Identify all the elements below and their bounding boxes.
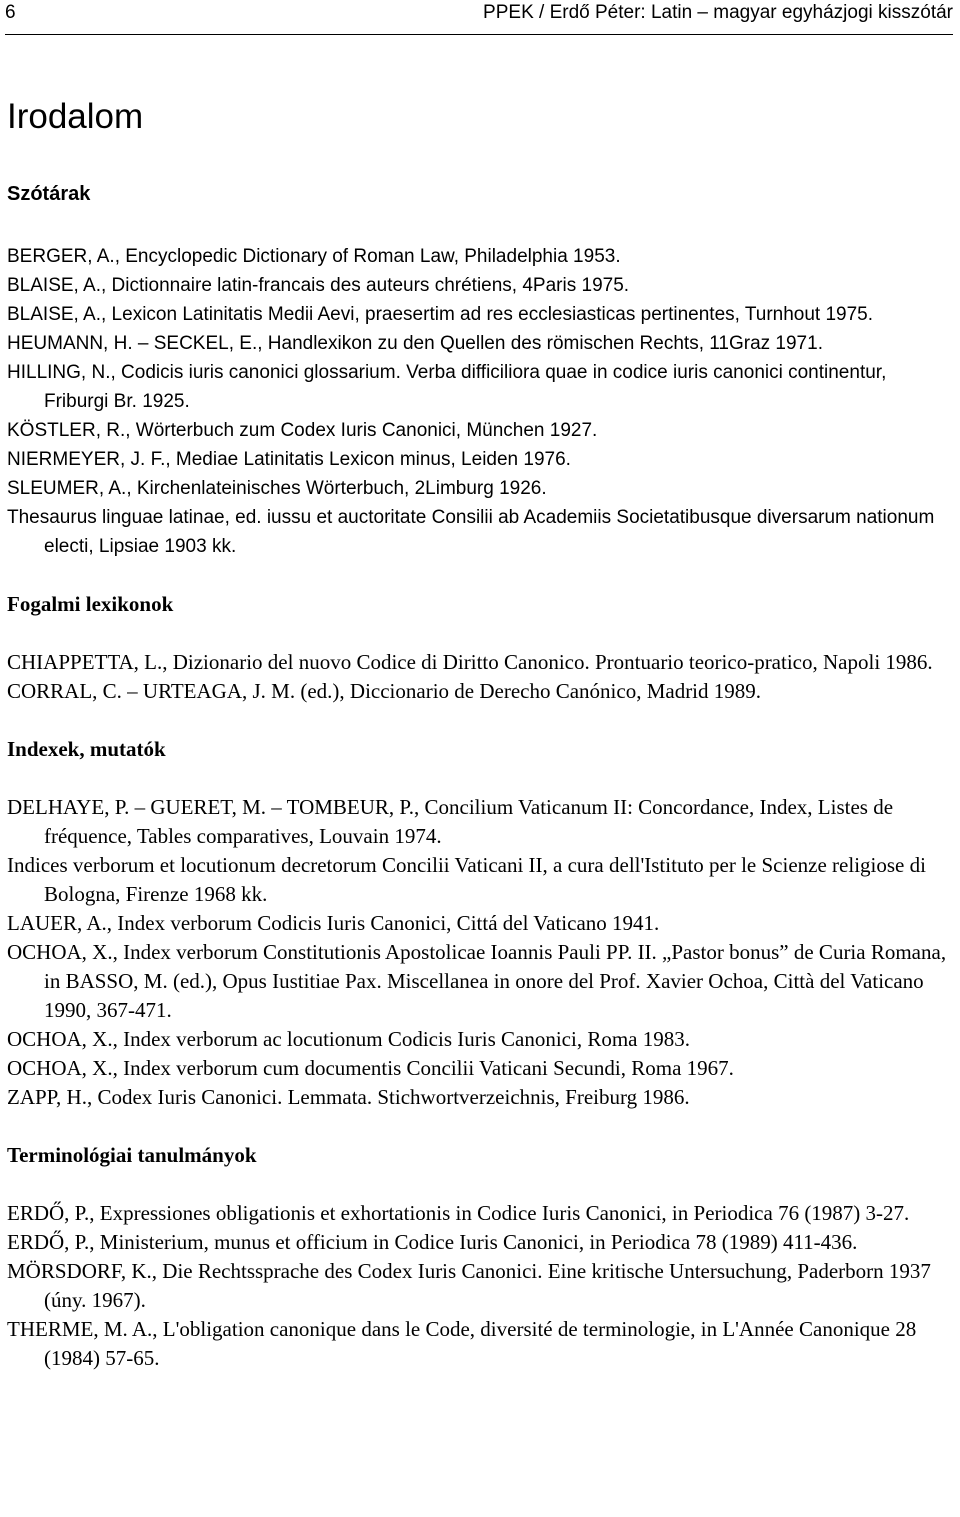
bibliography-entry: CHIAPPETTA, L., Dizionario del nuovo Codice di Diritto Canonico. Prontuario teorico-pratico, Napoli 1986. — [7, 650, 933, 674]
bibliography-entry: BLAISE, A., Dictionnaire latin-francais des auteurs chrétiens, 4Paris 1975. — [7, 275, 630, 296]
bibliography-entry: ERDŐ, P., Expressiones obligationis et exhortationis in Codice Iuris Canonici, in Periodica 76 (1987) 3-27. — [7, 1201, 910, 1225]
bibliography-entry: KÖSTLER, R., Wörterbuch zum Codex Iuris Canonici, München 1927. — [7, 420, 598, 441]
bibliography-entry: NIERMEYER, J. F., Mediae Latinitatis Lexicon minus, Leiden 1976. — [7, 449, 571, 470]
bibliography-entry: THERME, M. A., L'obligation canonique dans le Code, diversité de terminologie, in L'Année Canonique 28 (1984) 57-65. — [7, 1317, 917, 1370]
bibliography — [7, 180, 952, 1402]
bibliography-entry: SLEUMER, A., Kirchenlateinisches Wörterbuch, 2Limburg 1926. — [7, 478, 547, 499]
bibliography-entry: HEUMANN, H. – SECKEL, E., Handlexikon zu den Quellen des römischen Rechts, 11Graz 1971. — [7, 333, 823, 354]
bibliography-entry: ZAPP, H., Codex Iuris Canonici. Lemmata. Stichwortverzeichnis, Freiburg 1986. — [7, 1085, 690, 1109]
bibliography-entry: MÖRSDORF, K., Die Rechtssprache des Codex Iuris Canonici. Eine kritische Untersuchung, Paderborn 1937 (úny. 1967). — [7, 1259, 931, 1312]
bibliography-entry: DELHAYE, P. – GUERET, M. – TOMBEUR, P., Concilium Vaticanum II: Concordance, Index, Listes de fréquence, Tables comparatives, Louvain 1974. — [7, 795, 894, 848]
entry-list — [7, 648, 952, 706]
page-header — [5, 0, 953, 35]
section-terminology-studies — [7, 1141, 952, 1373]
bibliography-entry: Indices verborum et locutionum decretorum Concilii Vaticani II, a cura dell'Istituto per le Scienze religiose di Bologna, Firenze 1968 kk. — [7, 853, 926, 906]
entry-list — [7, 793, 952, 1112]
bibliography-entry: Thesaurus linguae latinae, ed. iussu et auctoritate Consilii ab Academiis Societatibusque diversarum nationum electi, Lipsiae 1903 kk. — [7, 507, 935, 557]
bibliography-entry: HILLING, N., Codicis iuris canonici glossarium. Verba difficiliora quae in codice iuris canonici continentur, Friburgi Br. 1925. — [7, 362, 887, 412]
section-heading: Szótárak — [7, 183, 91, 205]
page-title: Irodalom — [7, 97, 144, 136]
section-concept-lexicons — [7, 590, 952, 706]
section-heading: Fogalmi lexikonok — [7, 592, 174, 616]
entry-list — [7, 242, 952, 561]
bibliography-entry: OCHOA, X., Index verborum ac locutionum Codicis Iuris Canonici, Roma 1983. — [7, 1027, 690, 1051]
bibliography-entry: CORRAL, C. – URTEAGA, J. M. (ed.), Diccionario de Derecho Canónico, Madrid 1989. — [7, 679, 762, 703]
section-indexes — [7, 735, 952, 1112]
bibliography-entry: ERDŐ, P., Ministerium, munus et officium in Codice Iuris Canonici, in Periodica 78 (1989) 411-436. — [7, 1230, 858, 1254]
bibliography-entry: LAUER, A., Index verborum Codicis Iuris Canonici, Cittá del Vaticano 1941. — [7, 911, 660, 935]
running-title: PPEK / Erdő Péter: Latin – magyar egyházjogi kisszótár — [483, 2, 953, 23]
entry-list — [7, 1199, 952, 1373]
bibliography-entry: OCHOA, X., Index verborum cum documentis Concilii Vaticani Secundi, Roma 1967. — [7, 1056, 734, 1080]
bibliography-entry: OCHOA, X., Index verborum Constitutionis Apostolicae Ioannis Pauli PP. II. „Pastor bonus” de Curia Romana, in BASSO, M. (ed.), Opus Iustitiae Pax. Miscellanea in onore del Prof. Xavier Ochoa, Città del Vaticano 1990, 367-471. — [7, 940, 947, 1022]
section-dictionaries — [7, 180, 952, 561]
bibliography-entry: BERGER, A., Encyclopedic Dictionary of Roman Law, Philadelphia 1953. — [7, 246, 621, 267]
section-heading: Terminológiai tanulmányok — [7, 1143, 257, 1167]
section-heading: Indexek, mutatók — [7, 737, 166, 761]
bibliography-entry: BLAISE, A., Lexicon Latinitatis Medii Aevi, praesertim ad res ecclesiasticas pertinentes, Turnhout 1975. — [7, 304, 874, 325]
page-number: 6 — [5, 2, 16, 23]
